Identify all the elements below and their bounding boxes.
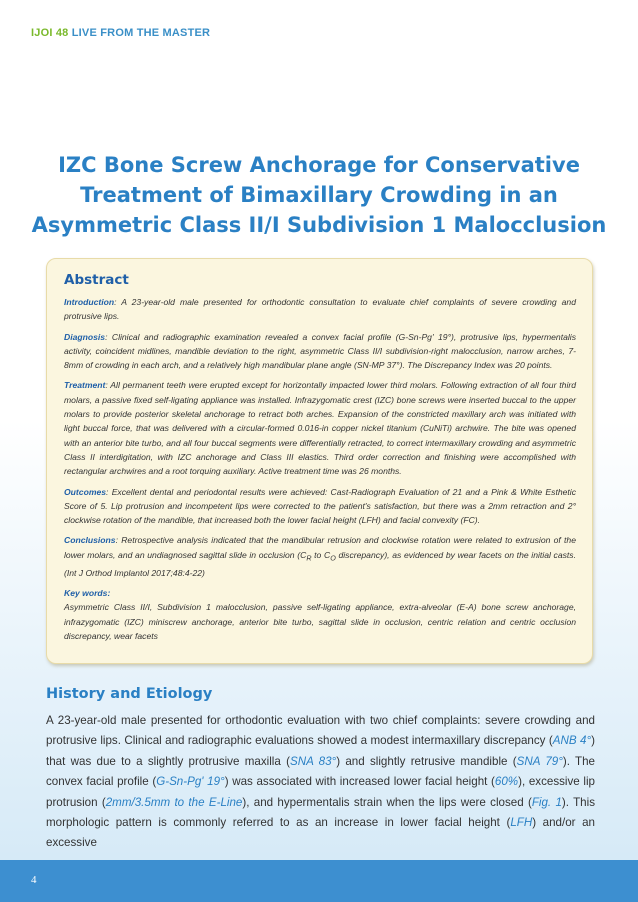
subscript-r: R	[306, 554, 312, 563]
body-text: ) and slightly retrusive mandible (	[336, 754, 517, 768]
title-line: Asymmetric Class II/I Subdivision 1 Malocclusion	[31, 213, 607, 237]
body-text: ) that was due to a slightly protrusive maxilla (	[46, 734, 595, 768]
abstract-heading: Abstract	[64, 272, 129, 288]
measurement: LFH	[510, 816, 533, 830]
diagnosis-label: Diagnosis	[64, 331, 106, 342]
abstract-keywords	[64, 586, 576, 643]
body-text: ) was associated with increased lower facial height (	[224, 775, 495, 789]
abstract-box	[46, 258, 593, 664]
treatment-label: Treatment	[64, 380, 106, 391]
abstract-conclusions	[64, 533, 576, 580]
conclusions-text: to C	[311, 549, 331, 560]
conclusions-text: : Retrospective analysis indicated that the mandibular retrusion and clockwise rotation were related to extrusion of the lower molars, and an undiagnosed sagittal slide in occlusion (C	[64, 535, 576, 560]
abstract-treatment	[64, 378, 576, 478]
body-text: ), and hypermentalis strain when the lips were closed (	[242, 795, 532, 809]
keywords-label: Key words:	[64, 588, 111, 599]
body-text: ). The convex facial profile (	[46, 754, 595, 789]
abstract-introduction	[64, 295, 576, 324]
measurement: 2mm/3.5mm to the E-Line	[105, 795, 243, 809]
diagnosis-text: : Clinical and radiographic examination revealed a convex facial profile (G-Sn-Pg' 19°), protrusive lips, hypermentalis activity, coincident midlines, mandible deviation to the right, asymmetric Class II/I subdivision-right malocclusion, narrow arches, 7-8mm of crowding in each arch, and a relatively high mandibular plane angle (SN-MP 37°). The Discrepancy Index was 20 points.	[64, 331, 576, 371]
body-text: ) and/or an excessive	[46, 816, 596, 850]
body-text: A 23-year-old male presented for orthodontic evaluation with two chief complaints: severe crowding and protrusive lips. Clinical and radiographic evaluations showed a modest intermaxillary discrepancy (	[46, 714, 595, 748]
figure-reference[interactable]: Fig. 1	[531, 795, 562, 809]
journal-name: IJOI 48	[31, 27, 69, 39]
abstract-outcomes	[64, 485, 576, 528]
measurement: SNA 79°	[516, 754, 563, 768]
treatment-text: : All permanent teeth were erupted except for horizontally impacted lower third molars. Following extraction of all four third molars, a passive fixed self-ligating appliance was installed. Infrazygomatic crest (IZC) bone screws were inserted buccal to the upper molars to provide posterior skeletal anchorage to retract both arches. Expansion of the constricted maxillary arch was initiated with light buccal force, that was delivered with a circular-formed 0.016-in copper nickel titanium (CuNiTi) archwire. The bite was opened with an anterior bite turbo, and all four buccal segments were differentially retracted, to correct intermaxillary crowding and asymmetric Class II interdigitation, with IZC anchorage and Class III elastics. Third order correction and finishing were accomplished with rectangular archwires and a root torquing auxiliary. Active treatment time was 26 months.	[64, 380, 576, 477]
introduction-text: : A 23-year-old male presented for orthodontic consultation to evaluate chief complaints of severe crowding and protrusive lips.	[64, 297, 576, 322]
section-heading: History and Etiology	[46, 686, 213, 702]
measurement: 60%	[494, 775, 519, 789]
abstract-diagnosis	[64, 330, 576, 373]
outcomes-label: Outcomes	[64, 486, 107, 497]
measurement: ANB 4°	[552, 734, 592, 748]
page-number: 4	[31, 874, 37, 886]
running-header	[31, 27, 210, 39]
section-name: LIVE FROM THE MASTER	[71, 27, 211, 39]
title-line: IZC Bone Screw Anchorage for Conservative	[58, 153, 580, 177]
measurement: SNA 83°	[289, 754, 337, 768]
body-text: ), excessive lip protrusion (	[46, 775, 595, 809]
conclusions-label: Conclusions	[64, 535, 116, 546]
article-title	[30, 150, 608, 240]
measurement: G-Sn-Pg' 19°	[156, 775, 225, 789]
page-footer	[0, 860, 638, 902]
body-text: ). This morphologic pattern is commonly referred to as an increase in lower facial height (	[46, 795, 596, 830]
keywords-text: Asymmetric Class II/I, Subdivision 1 malocclusion, passive self-ligating appliance, extra-alveolar (E-A) bone screw anchorage, infrazygomatic (IZC) miniscrew anchorage, anterior bite turbo, sagittal slide in occlusion, centric relation and centric occlusion discrepancy, wear facets	[64, 602, 576, 641]
history-paragraph	[46, 711, 595, 854]
subscript-o: O	[330, 554, 336, 563]
outcomes-text: : Excellent dental and periodontal results were achieved: Cast-Radiograph Evaluation of 21 and a Pink & White Esthetic Score of 5. Lip protrusion and incompetent lips were corrected to the patient's satisfaction, but there was a 2mm retraction and 2° clockwise rotation of the mandible, that increased both the lower facial height (LFH) and facial convexity (FC).	[64, 486, 576, 526]
title-line: Treatment of Bimaxillary Crowding in an	[80, 183, 558, 207]
conclusions-text: discrepancy), as evidenced by wear facets on the initial casts. (Int J Orthod Implantol 2017;48:4-22)	[64, 549, 576, 578]
introduction-label: Introduction	[64, 297, 115, 307]
